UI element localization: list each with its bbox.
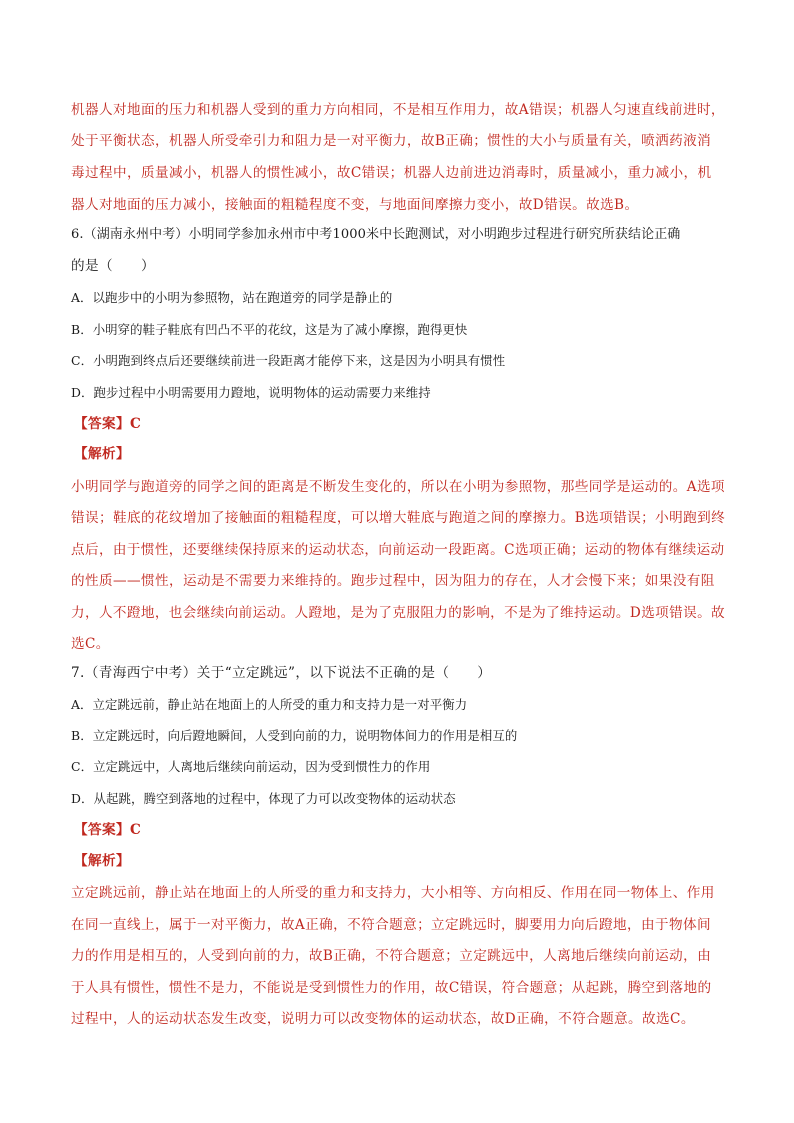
option-a: A．以跑步中的小明为参照物，站在跑道旁的同学是静止的: [71, 290, 393, 305]
option-b: B．立定跳远时，向后蹬地瞬间，人受到向前的力，说明物体间力的作用是相互的: [71, 728, 518, 743]
analysis-label: 【解析】: [74, 446, 130, 462]
question-stem: 6.（湖南永州中考）小明同学参加永州市中考1000米中长跑测试，对小明跑步过程进行研究所获结论正确: [71, 227, 681, 242]
analysis-line: 点后，由于惯性，还要继续保持原来的运动状态，向前运动一段距离。C选项正确；运动的物体有继续运动: [71, 542, 725, 558]
option-d: D．从起跳，腾空到落地的过程中，体现了力可以改变物体的运动状态: [71, 791, 456, 806]
analysis-line: 过程中，人的运动状态发生改变，说明力可以改变物体的运动状态，故D正确，不符合题意。故选C。: [71, 1011, 695, 1027]
analysis-line: 在同一直线上，属于一对平衡力，故A正确，不符合题意；立定跳远时，脚要用力向后蹬地，由于物体间: [71, 917, 711, 933]
analysis-line: 力的作用是相互的，人受到向前的力，故B正确，不符合题意；立定跳远中，人离地后继续向前运动，由: [71, 948, 712, 964]
analysis-line: 力，人不蹬地，也会继续向前运动。人蹬地，是为了克服阻力的影响，不是为了维持运动。D选项错误。故: [71, 605, 726, 621]
analysis-line: 的性质——惯性，运动是不需要力来维持的。跑步过程中，因为阻力的存在，人才会慢下来；如果没有阻: [71, 573, 715, 589]
analysis-line: 处于平衡状态，机器人所受牵引力和阻力是一对平衡力，故B正确；惯性的大小与质量有关，喷洒药液消: [71, 133, 712, 149]
analysis-line: 器人对地面的压力减小，接触面的粗糙程度不变，与地面间摩擦力变小，故D错误。故选B。: [71, 197, 639, 213]
analysis-line: 小明同学与跑道旁的同学之间的距离是不断发生变化的，所以在小明为参照物，那些同学是运动的。A选项: [71, 479, 725, 495]
option-d: D．跑步过程中小明需要用力蹬地，说明物体的运动需要力来维持: [71, 385, 431, 400]
option-c: C．立定跳远中，人离地后继续向前运动，因为受到惯性力的作用: [71, 759, 431, 774]
analysis-line: 机器人对地面的压力和机器人受到的重力方向相同，不是相互作用力，故A错误；机器人匀速直线前进时，: [71, 102, 725, 118]
analysis-label: 【解析】: [74, 853, 130, 869]
answer-label: 【答案】C: [74, 416, 142, 432]
analysis-line: 于人具有惯性，惯性不是力，不能说是受到惯性力的作用，故C错误，符合题意；从起跳，腾空到落地的: [71, 980, 712, 996]
analysis-line: 错误；鞋底的花纹增加了接触面的粗糙程度，可以增大鞋底与跑道之间的摩擦力。B选项错误；小明跑到终: [71, 510, 726, 526]
analysis-line: 选C。: [71, 636, 110, 652]
analysis-line: 立定跳远前，静止站在地面上的人所受的重力和支持力，大小相等、方向相反、作用在同一物体上、作用: [71, 885, 715, 901]
option-a: A．立定跳远前，静止站在地面上的人所受的重力和支持力是一对平衡力: [71, 697, 468, 712]
question-stem: 的是（ ）: [71, 258, 155, 274]
option-c: C．小明跑到终点后还要继续前进一段距离才能停下来，这是因为小明具有惯性: [71, 353, 506, 368]
answer-label: 【答案】C: [74, 822, 142, 838]
option-b: B．小明穿的鞋子鞋底有凹凸不平的花纹，这是为了减小摩擦，跑得更快: [71, 322, 468, 337]
analysis-line: 毒过程中，质量减小，机器人的惯性减小，故C错误；机器人边前进边消毒时，质量减小，重力减小，机: [71, 165, 712, 181]
question-stem: 7.（青海西宁中考）关于“立定跳远”，以下说法不正确的是（ ）: [71, 665, 492, 681]
